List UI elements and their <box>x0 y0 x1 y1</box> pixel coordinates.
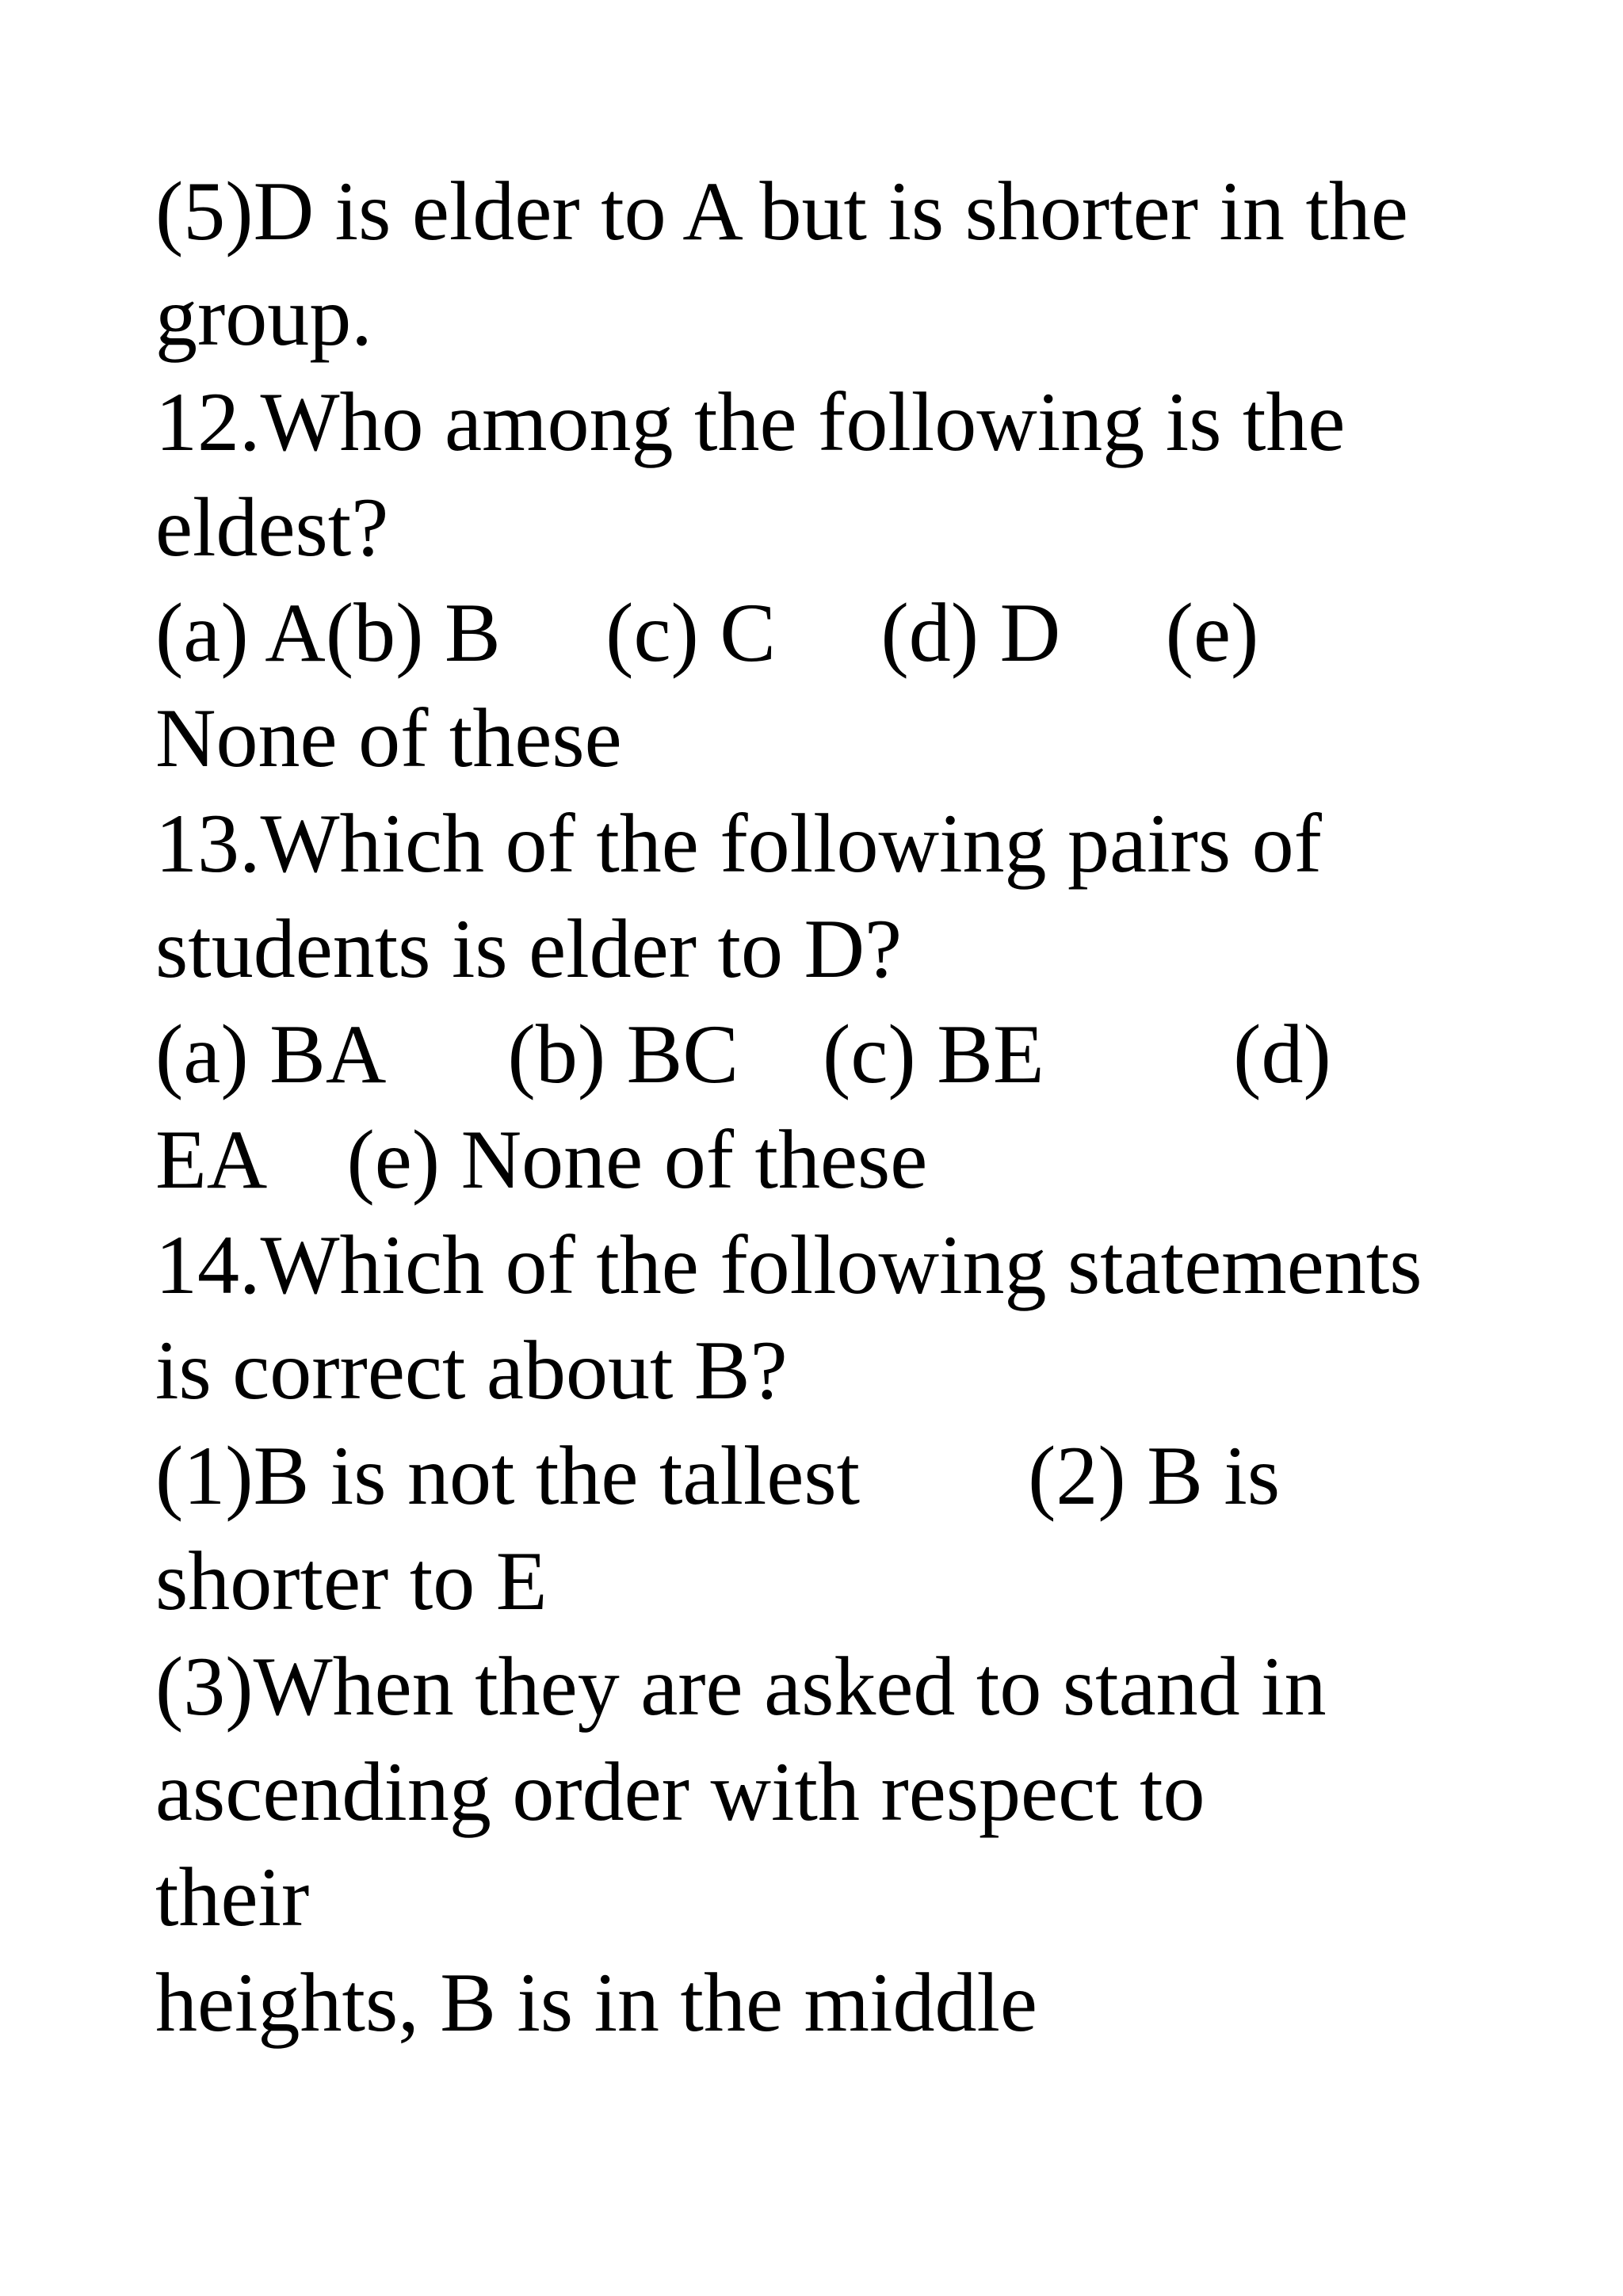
question-13-options-line-1: (a) BA (b) BC (c) BE (d) <box>155 1008 1331 1100</box>
question-14-line-2: is correct about B? <box>155 1324 788 1417</box>
option-5-line-2: group. <box>155 270 372 363</box>
option-5-line-1: (5)D is elder to A but is shorter in the <box>155 165 1408 257</box>
page-text <box>155 158 1550 2055</box>
question-13-options-line-2: EA (e) None of these <box>155 1113 928 1206</box>
question-13-line-2: students is elder to D? <box>155 902 903 995</box>
question-14-line-1: 14.Which of the following statements <box>155 1219 1423 1311</box>
question-12-options-line-1: (a) A(b) B (c) C (d) D (e) <box>155 586 1259 679</box>
question-14-options-line-1: (1)B is not the tallest (2) B is <box>155 1429 1281 1522</box>
question-12-options-line-2: None of these <box>155 692 622 784</box>
question-12-line-1: 12.Who among the following is the <box>155 376 1346 468</box>
question-14-option-3-line-4: heights, B is in the middle <box>155 1956 1037 2049</box>
question-12-line-2: eldest? <box>155 481 389 574</box>
question-14-option-3-line-2: ascending order with respect to <box>155 1745 1205 1838</box>
question-13-line-1: 13.Which of the following pairs of <box>155 797 1322 890</box>
question-14-option-3-line-1: (3)When they are asked to stand in <box>155 1640 1327 1733</box>
question-14-options-line-2: shorter to E <box>155 1535 548 1627</box>
question-14-option-3-line-3: their <box>155 1851 310 1943</box>
